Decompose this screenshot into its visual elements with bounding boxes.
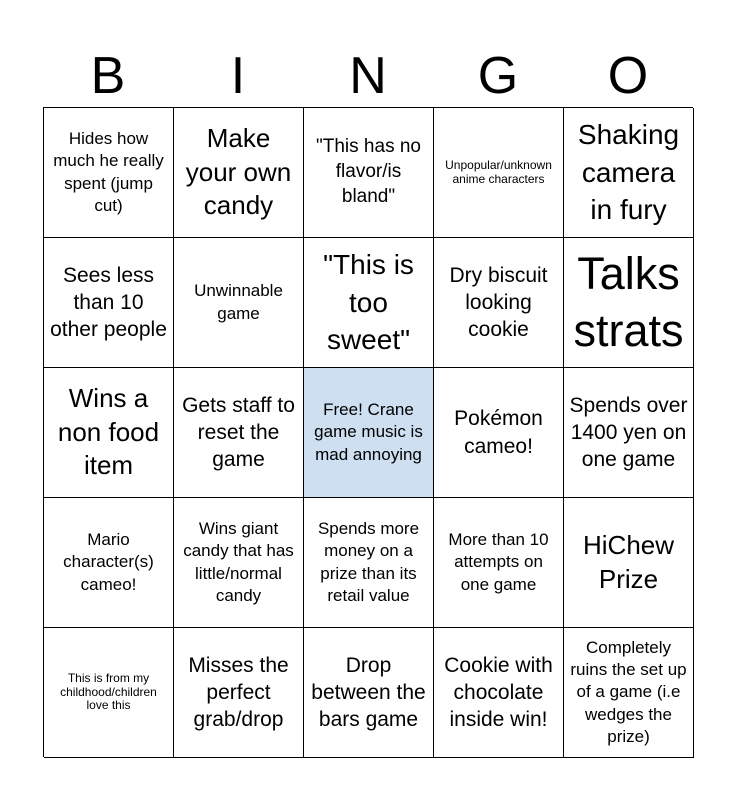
bingo-cell[interactable]: Gets staff to reset the game: [174, 368, 304, 498]
bingo-cell[interactable]: "This has no flavor/is bland": [304, 108, 434, 238]
bingo-cell[interactable]: Mario character(s) cameo!: [44, 498, 174, 628]
free-space-cell[interactable]: Free! Crane game music is mad annoying: [304, 368, 434, 498]
bingo-cell[interactable]: Hides how much he really spent (jump cut): [44, 108, 174, 238]
bingo-cell[interactable]: Wins a non food item: [44, 368, 174, 498]
header-letter-g: G: [477, 47, 519, 105]
header-letter-i: I: [230, 47, 246, 105]
bingo-cell[interactable]: Cookie with chocolate inside win!: [434, 628, 564, 758]
bingo-cell[interactable]: Sees less than 10 other people: [44, 238, 174, 368]
bingo-cell[interactable]: Unwinnable game: [174, 238, 304, 368]
bingo-cell[interactable]: Wins giant candy that has little/normal candy: [174, 498, 304, 628]
bingo-cell[interactable]: Spends over 1400 yen on one game: [564, 368, 694, 498]
bingo-cell[interactable]: "This is too sweet": [304, 238, 434, 368]
bingo-header: [43, 44, 693, 108]
bingo-cell[interactable]: Misses the perfect grab/drop: [174, 628, 304, 758]
bingo-cell[interactable]: Talks strats: [564, 238, 694, 368]
bingo-cell[interactable]: Shaking camera in fury: [564, 108, 694, 238]
bingo-cell[interactable]: Dry biscuit looking cookie: [434, 238, 564, 368]
bingo-cell[interactable]: Unpopular/unknown anime characters: [434, 108, 564, 238]
header-letter-n: N: [349, 47, 387, 105]
bingo-cell[interactable]: Pokémon cameo!: [434, 368, 564, 498]
bingo-cell[interactable]: Make your own candy: [174, 108, 304, 238]
bingo-cell[interactable]: Drop between the bars game: [304, 628, 434, 758]
bingo-cell[interactable]: This is from my childhood/children love this: [44, 628, 174, 758]
bingo-cell[interactable]: Completely ruins the set up of a game (i.e wedges the prize): [564, 628, 694, 758]
header-letter-b: B: [90, 47, 126, 105]
bingo-cell[interactable]: HiChew Prize: [564, 498, 694, 628]
bingo-card-grid: [43, 107, 693, 757]
bingo-cell[interactable]: More than 10 attempts on one game: [434, 498, 564, 628]
header-letter-o: O: [607, 47, 649, 105]
bingo-cell[interactable]: Spends more money on a prize than its retail value: [304, 498, 434, 628]
